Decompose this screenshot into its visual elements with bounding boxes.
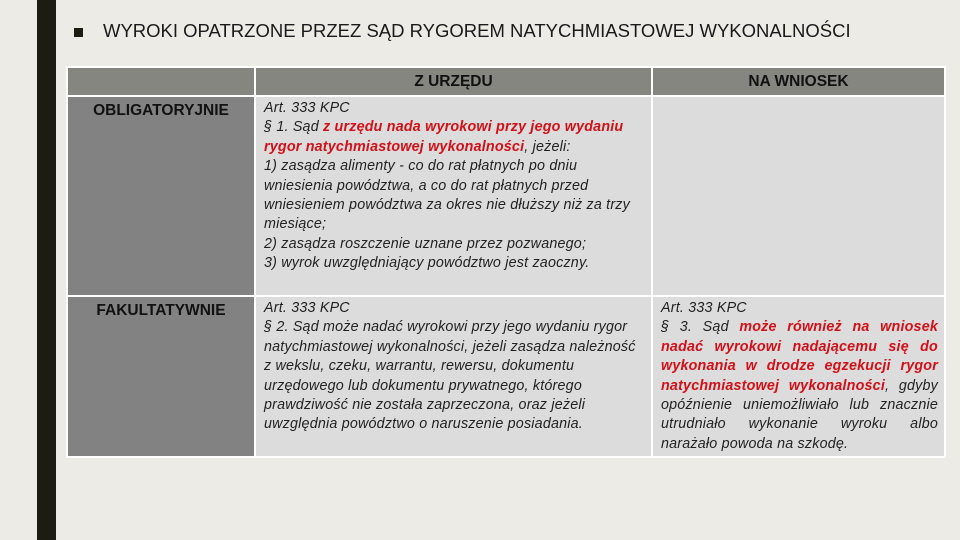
para-prefix: § 3. Sąd [661, 319, 740, 336]
cell-optional-z-urzedu [255, 296, 652, 457]
paragraph-2: § 2. Sąd może nadać wyrokowi przy jego wydaniu rygor natychmiastowej wykonalności, jeżeli zasądza należność z wekslu, czeku, warrantu, rewersu, dokumentu urzędowego lub dokumentu prywatnego, którego prawdziwość nie została zaprzeczona, oraz jeżeli uwzględnia powództwo o naruszenie posiadania. [264, 319, 636, 433]
bullet-square-icon [74, 28, 83, 37]
row-label-fakultatywnie: FAKULTATYWNIE [67, 296, 255, 457]
cell-obligatory-na-wniosek [652, 96, 945, 296]
para-suffix: , gdyby opóźnienie uniemożliwiało lub znacznie utrudniało wykonanie wyroku albo narażało powoda na szkodę. [661, 377, 938, 452]
article-ref: Art. 333 KPC [264, 100, 350, 116]
header-empty [67, 67, 255, 96]
article-ref: Art. 333 KPC [661, 300, 747, 316]
para-prefix: § 1. Sąd [264, 119, 324, 136]
para-suffix: , jeżeli: [524, 138, 571, 155]
enforceability-table [66, 66, 946, 458]
cell-optional-na-wniosek [652, 296, 945, 457]
row-label-obligatoryjnie: OBLIGATORYJNIE [67, 96, 255, 296]
highlighted-text: może również na wniosek nadać wyrokowi nadającemu się do wykonania w drodze egzekucji rygor natychmiastowej wykonalności [661, 319, 938, 394]
side-accent-bar [37, 0, 56, 540]
list-item: 1) zasądza alimenty - co do rat płatnych po dniu wniesienia powództwa, a co do rat płatnych przed wniesieniem powództwa za okres nie dłuższy niż za trzy miesiące; [264, 158, 630, 233]
cell-obligatory-z-urzedu [255, 96, 652, 296]
list-item: 2) zasądza roszczenie uznane przez pozwanego; [264, 235, 587, 252]
table-header-row [67, 67, 945, 96]
header-na-wniosek: NA WNIOSEK [652, 67, 945, 96]
article-ref: Art. 333 KPC [264, 300, 350, 316]
slide-title: WYROKI OPATRZONE PRZEZ SĄD RYGOREM NATYCHMIASTOWEJ WYKONALNOŚCI [103, 20, 851, 41]
list-item: 3) wyrok uwzględniający powództwo jest zaoczny. [264, 255, 590, 272]
table-row [67, 296, 945, 457]
paragraph-3 [661, 318, 938, 454]
highlighted-text: z urzędu nada wyrokowi przy jego wydaniu rygor natychmiastowej wykonalności [264, 119, 624, 155]
paragraph-1 [264, 118, 645, 157]
table-row [67, 96, 945, 296]
header-z-urzedu: Z URZĘDU [255, 67, 652, 96]
